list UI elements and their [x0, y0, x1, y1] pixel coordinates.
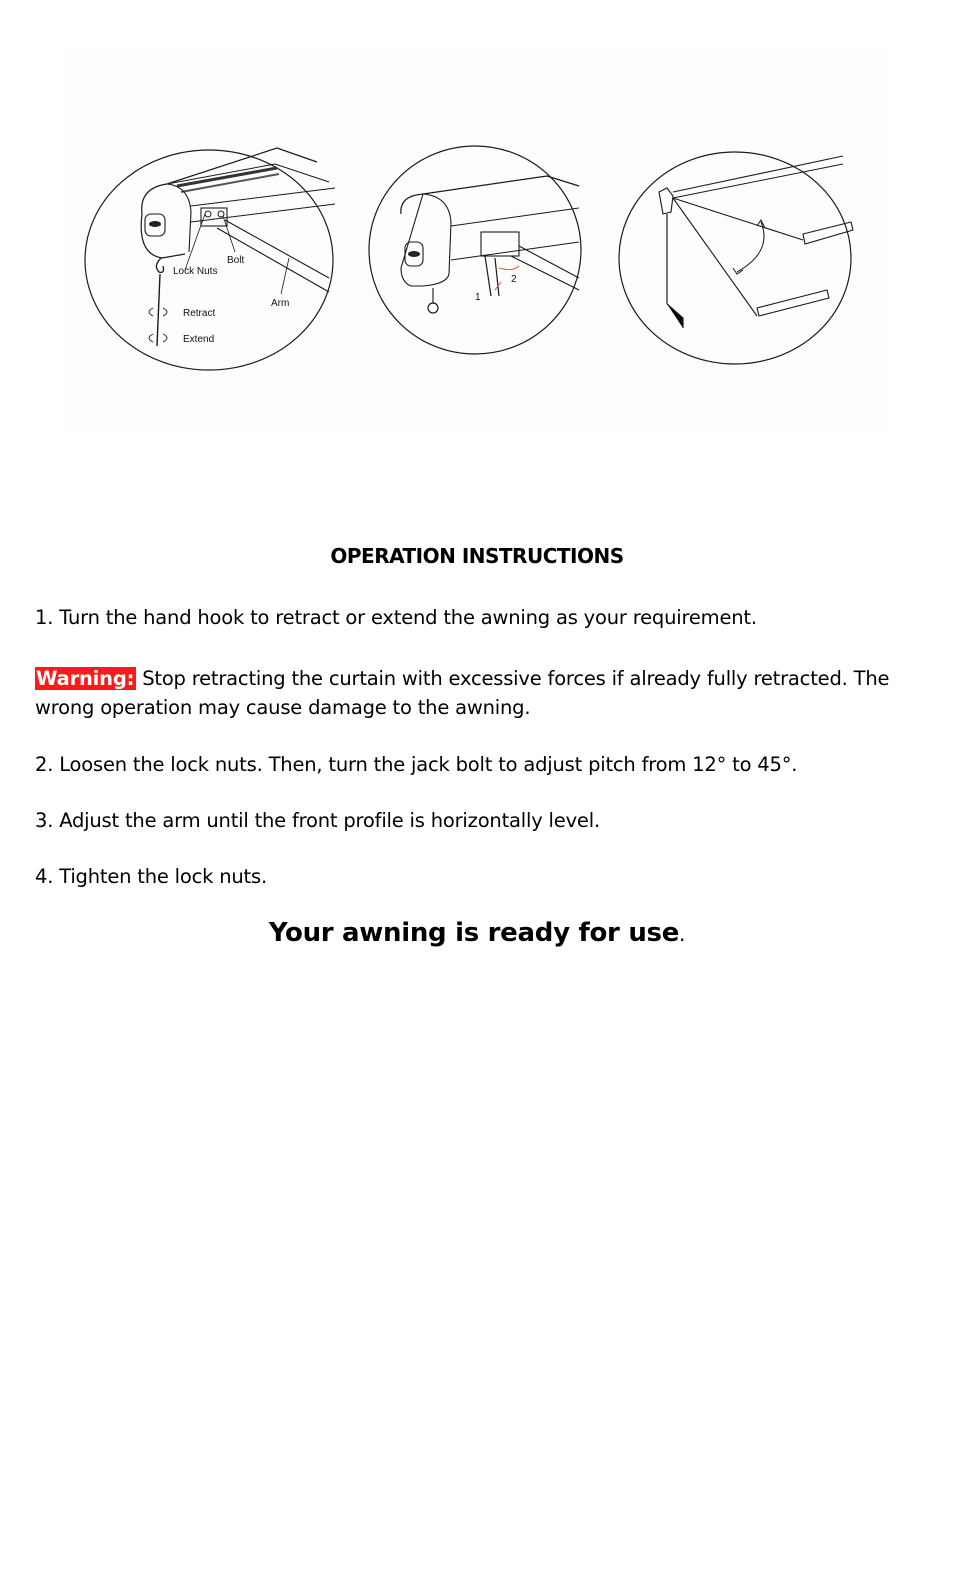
instruction-step-2: 2. Loosen the lock nuts. Then, turn the jack bolt to adjust pitch from 12° to 45°. — [35, 753, 798, 776]
warning-label: Warning: — [36, 667, 135, 690]
step-1-label: 1 — [475, 292, 481, 303]
closing-text: Your awning is ready for use — [268, 918, 680, 948]
lock-nuts-label: Lock Nuts — [173, 266, 218, 277]
instruction-step-1: 1. Turn the hand hook to retract or extend the awning as your requirement. — [35, 606, 757, 629]
closing-period: . — [679, 922, 686, 946]
page-title: OPERATION INSTRUCTIONS — [330, 544, 624, 568]
extend-label: Extend — [183, 334, 215, 345]
installation-figure — [67, 46, 885, 432]
warning-text: Stop retracting the curtain with excessive forces if already fully retracted. The wrong operation may cause damage to the awning. — [35, 667, 890, 719]
detail-circle-extended — [619, 152, 853, 364]
closing-message — [0, 918, 954, 948]
warning-paragraph — [35, 664, 915, 722]
instruction-step-4: 4. Tighten the lock nuts. — [35, 865, 267, 888]
instruction-step-3: 3. Adjust the arm until the front profile is horizontally level. — [35, 809, 600, 832]
retract-label: Retract — [183, 308, 216, 319]
arm-label: Arm — [271, 298, 290, 309]
detail-circle-lock-nuts — [85, 148, 335, 370]
awning-diagram — [67, 46, 885, 432]
bolt-label: Bolt — [227, 255, 245, 266]
detail-circle-pitch — [369, 146, 581, 354]
step-2-label: 2 — [511, 274, 517, 285]
